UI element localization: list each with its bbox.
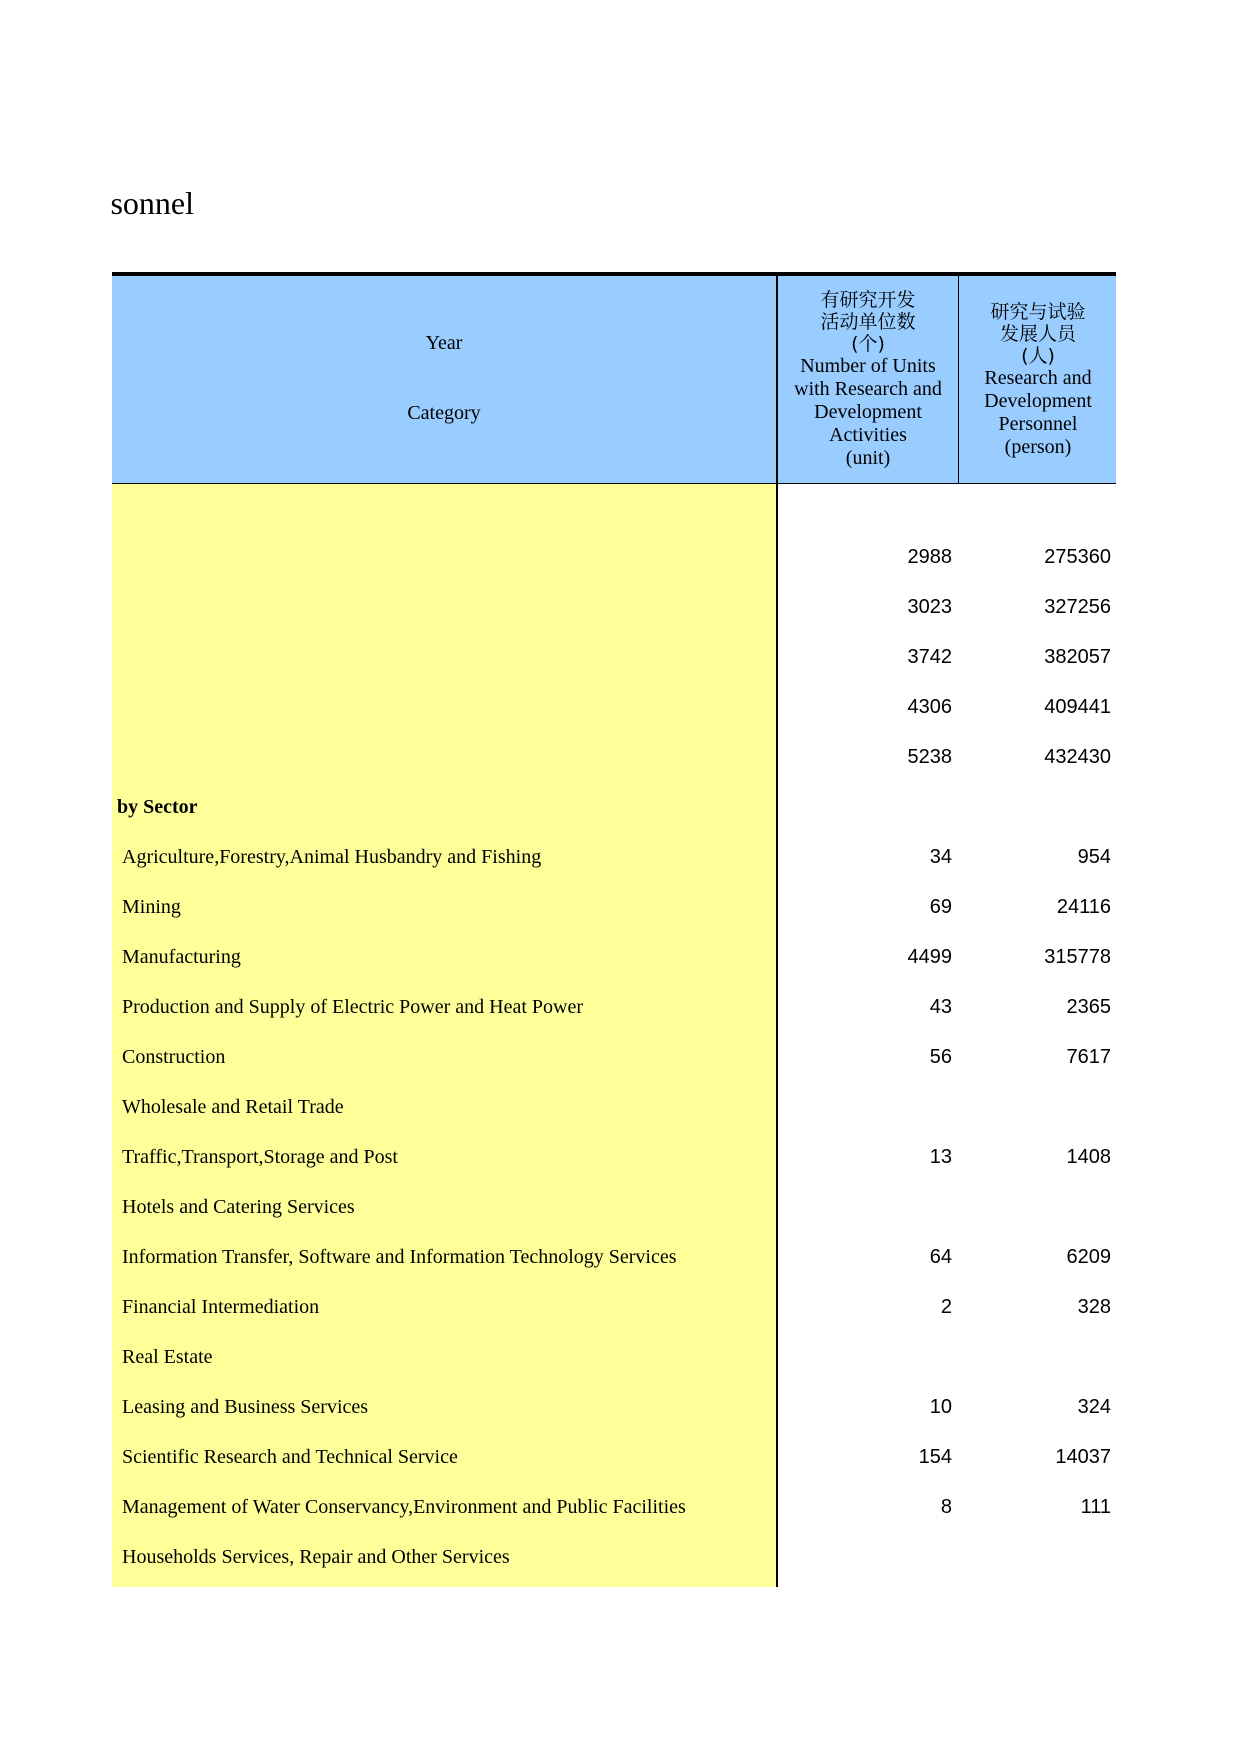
table-row (112, 1032, 1116, 1082)
table-row (112, 932, 1116, 982)
table-row (112, 582, 1116, 632)
header-units-en-unit: (unit) (845, 447, 891, 469)
table-row (112, 882, 1116, 932)
row-personnel-value: 328 (1077, 1296, 1111, 1318)
header-year-label: Year (425, 332, 463, 354)
table-row (112, 732, 1116, 782)
row-personnel-value: 7617 (1066, 1046, 1111, 1068)
row-label: Financial Intermediation (122, 1296, 320, 1318)
row-units-value: 34 (929, 846, 952, 868)
row-personnel-value: 14037 (1055, 1446, 1111, 1468)
header-personnel-en-line2: Development (984, 389, 1092, 412)
header-personnel-cn-line1: 研究与试验 (990, 300, 1086, 323)
section-label: by Sector (117, 796, 198, 818)
header-personnel-cn-unit: (人) (1021, 344, 1055, 367)
row-label: Scientific Research and Technical Service (122, 1446, 458, 1468)
header-personnel-en-unit: (person) (1004, 435, 1072, 458)
row-units-value: 13 (929, 1146, 952, 1168)
row-label: Agriculture,Forestry,Animal Husbandry and Fishing (122, 846, 542, 868)
header-personnel-cell (958, 276, 1117, 483)
table-row (112, 1532, 1116, 1582)
row-personnel-value (958, 1332, 1111, 1382)
row-label: Information Transfer, Software and Information Technology Services (122, 1246, 677, 1268)
table-row (112, 1132, 1116, 1182)
row-personnel-value: 954 (1077, 846, 1111, 868)
row-units-value: 69 (929, 896, 952, 918)
row-personnel-value: 24116 (1056, 896, 1111, 918)
row-personnel-value: 1408 (1066, 1146, 1111, 1168)
row-units-value (776, 782, 952, 832)
row-personnel-value (958, 1532, 1111, 1582)
row-personnel-value: 2365 (1066, 996, 1111, 1018)
header-units-en-line2: with Research and (794, 378, 942, 400)
table-header (112, 276, 1116, 484)
header-units-cn-line2: 活动单位数 (820, 311, 916, 333)
row-personnel-value: 275360 (1044, 546, 1111, 568)
table-row (112, 1232, 1116, 1282)
row-personnel-value (958, 1082, 1111, 1132)
row-label: Traffic,Transport,Storage and Post (122, 1146, 398, 1168)
page-title-text: sonnel (110, 185, 194, 221)
page-title (0, 178, 250, 228)
row-label: Manufacturing (122, 946, 241, 968)
row-units-value: 3742 (907, 646, 952, 668)
row-personnel-value: 6209 (1066, 1246, 1111, 1268)
row-units-value: 3023 (907, 596, 952, 618)
row-units-value: 64 (929, 1246, 952, 1268)
table-row (112, 1482, 1116, 1532)
row-personnel-value: 111 (1080, 1496, 1111, 1518)
table-row (112, 1182, 1116, 1232)
header-units-cn-line1: 有研究开发 (820, 289, 916, 311)
row-units-value: 2988 (907, 546, 952, 568)
table-row (112, 1382, 1116, 1432)
row-label: Production and Supply of Electric Power and Heat Power (122, 996, 584, 1018)
table-row (112, 1332, 1116, 1382)
header-personnel-en-line3: Personnel (998, 412, 1078, 435)
row-units-value (776, 1532, 952, 1582)
row-label: Wholesale and Retail Trade (122, 1096, 344, 1118)
header-category-cell (112, 276, 776, 483)
row-units-value: 154 (918, 1446, 952, 1468)
row-personnel-value: 315778 (1044, 946, 1111, 968)
row-units-value (776, 1332, 952, 1382)
row-label: Management of Water Conservancy,Environment and Public Facilities (122, 1496, 686, 1518)
section-row (112, 782, 1116, 832)
header-units-en-line3: Development (814, 401, 922, 423)
row-personnel-value (958, 1182, 1111, 1232)
row-units-value: 56 (929, 1046, 952, 1068)
header-units-en-line1: Number of Units (800, 355, 936, 377)
row-personnel-value: 324 (1077, 1396, 1111, 1418)
row-personnel-value: 382057 (1044, 646, 1111, 668)
row-personnel-value: 409441 (1044, 696, 1111, 718)
row-units-value: 5238 (907, 746, 952, 768)
header-personnel-en-line1: Research and (984, 366, 1092, 389)
header-personnel-cn-line2: 发展人员 (999, 322, 1076, 345)
row-units-value: 43 (929, 996, 952, 1018)
row-units-value (776, 1182, 952, 1232)
row-label: Real Estate (122, 1346, 213, 1368)
row-label: Mining (122, 896, 181, 918)
row-units-value (776, 1082, 952, 1132)
row-label: Leasing and Business Services (122, 1396, 369, 1418)
row-personnel-value: 432430 (1044, 746, 1111, 768)
table-row (112, 1432, 1116, 1482)
row-units-value: 4306 (907, 696, 952, 718)
row-label: Construction (122, 1046, 226, 1068)
row-units-value: 4499 (907, 946, 952, 968)
row-units-value: 8 (940, 1496, 952, 1518)
table-row (112, 532, 1116, 582)
table-row (112, 682, 1116, 732)
row-personnel-value (958, 782, 1111, 832)
header-units-cell (776, 276, 958, 483)
row-label: Hotels and Catering Services (122, 1196, 355, 1218)
table-row (112, 1282, 1116, 1332)
table-row (112, 982, 1116, 1032)
header-category-label: Category (407, 402, 481, 424)
row-units-value: 10 (929, 1396, 952, 1418)
header-units-cn-unit: (个) (851, 333, 885, 355)
row-label: Households Services, Repair and Other Services (122, 1546, 510, 1568)
row-personnel-value: 327256 (1044, 596, 1111, 618)
table-row (112, 1082, 1116, 1132)
table-row (112, 632, 1116, 682)
table-row (112, 832, 1116, 882)
header-units-en-line4: Activities (829, 424, 907, 446)
row-units-value: 2 (940, 1296, 952, 1318)
